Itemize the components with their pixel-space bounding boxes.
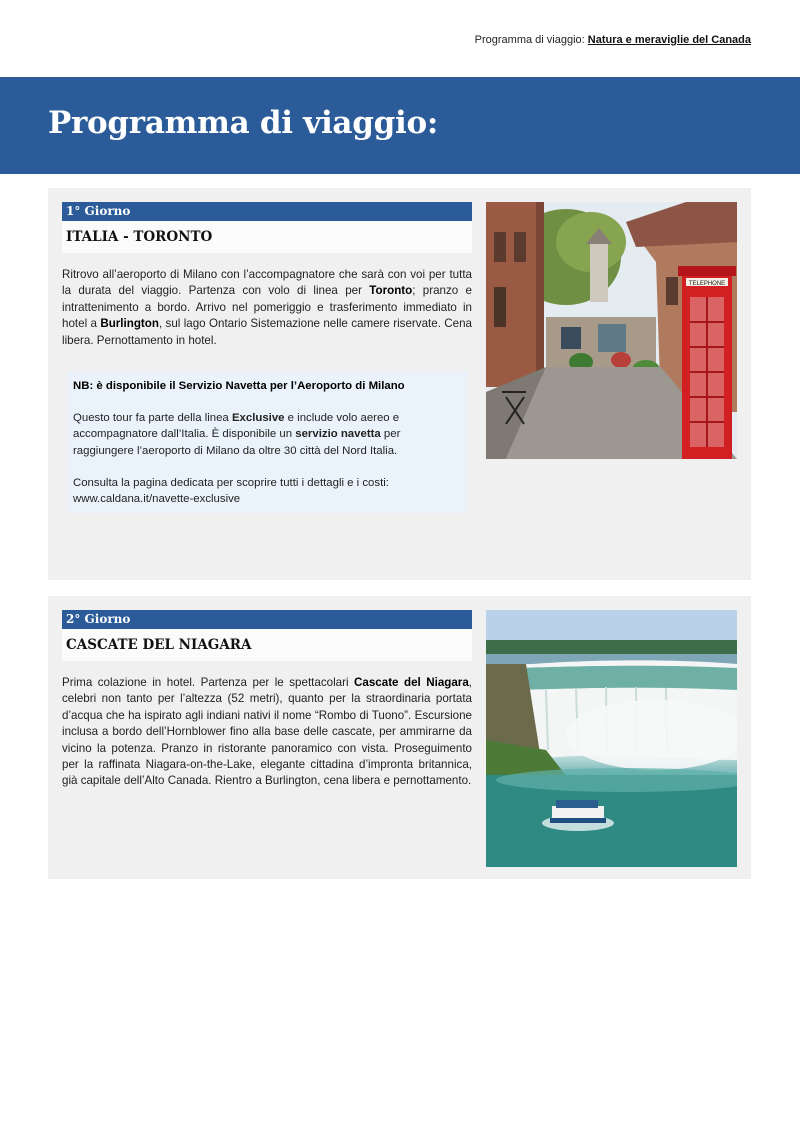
day-section-1 bbox=[48, 188, 751, 580]
niagara-illustration bbox=[486, 610, 737, 867]
toronto-street-photo bbox=[486, 202, 737, 459]
day-description: Prima colazione in hotel. Partenza per le spettacolari Cascate del Niagara, celebri non tanto per l’altezza (52 metri), quanto per la straordinaria portata d’acqua che ha ispirato agli indiani nativi il nome “Rombo di Tuono”. Escursione inclusa a bordo dell’Hornblower fino alla base delle cascate, per ammirarne da vicino la potenza. Pranzo in ristorante panoramico con vista. Proseguimento per la raffinata Niagara-on-the-Lake, elegante cittadina d’impronta britannica, già capitale dell’Alto Canada. Rientro a Burlington, cena libera e pernottamento. bbox=[62, 676, 472, 788]
header-prefix: Programma di viaggio: bbox=[474, 34, 585, 46]
shuttle-note bbox=[68, 372, 467, 513]
day-tag: 2° Giorno bbox=[62, 610, 472, 629]
day-section-2 bbox=[48, 596, 751, 879]
day-description: Ritrovo all’aeroporto di Milano con l’accompagnatore che sarà con voi per tutta la durata del viaggio. Partenza con volo di linea per Toronto; pranzo e intrattenimento a bordo. Arrivo nel pomeriggio e trasferimento immediato in hotel a Burlington, sul lago Ontario Sistemazione nelle camere riservate. Cena libera. Pernottamento in hotel. bbox=[62, 268, 473, 347]
note-paragraph: Questo tour fa parte della linea Exclusive e include volo aereo e accompagnatore dall’Italia. È disponibile un servizio navetta per raggiungere l’aeroporto di Milano da oltre 30 città del Nord Italia. bbox=[73, 412, 401, 457]
note-paragraph-2: Consulta la pagina dedicata per scoprire tutti i dettagli e i costi: bbox=[73, 476, 389, 489]
page-header bbox=[475, 34, 751, 46]
toronto-street-illustration bbox=[486, 202, 737, 459]
page-title: Programma di viaggio: bbox=[48, 105, 438, 141]
header-link[interactable]: Natura e meraviglie del Canada bbox=[587, 34, 751, 46]
banner bbox=[0, 77, 800, 174]
day-title: ITALIA - TORONTO bbox=[62, 221, 472, 253]
note-heading: NB: è disponibile il Servizio Navetta per l’Aeroporto di Milano bbox=[73, 380, 405, 392]
day-tag: 1° Giorno bbox=[62, 202, 472, 221]
niagara-falls-photo bbox=[486, 610, 737, 867]
note-url[interactable]: www.caldana.it/navette-exclusive bbox=[73, 493, 241, 506]
phone-box-sign: TELEPHONE bbox=[688, 281, 726, 287]
day-title: CASCATE DEL NIAGARA bbox=[62, 629, 472, 661]
